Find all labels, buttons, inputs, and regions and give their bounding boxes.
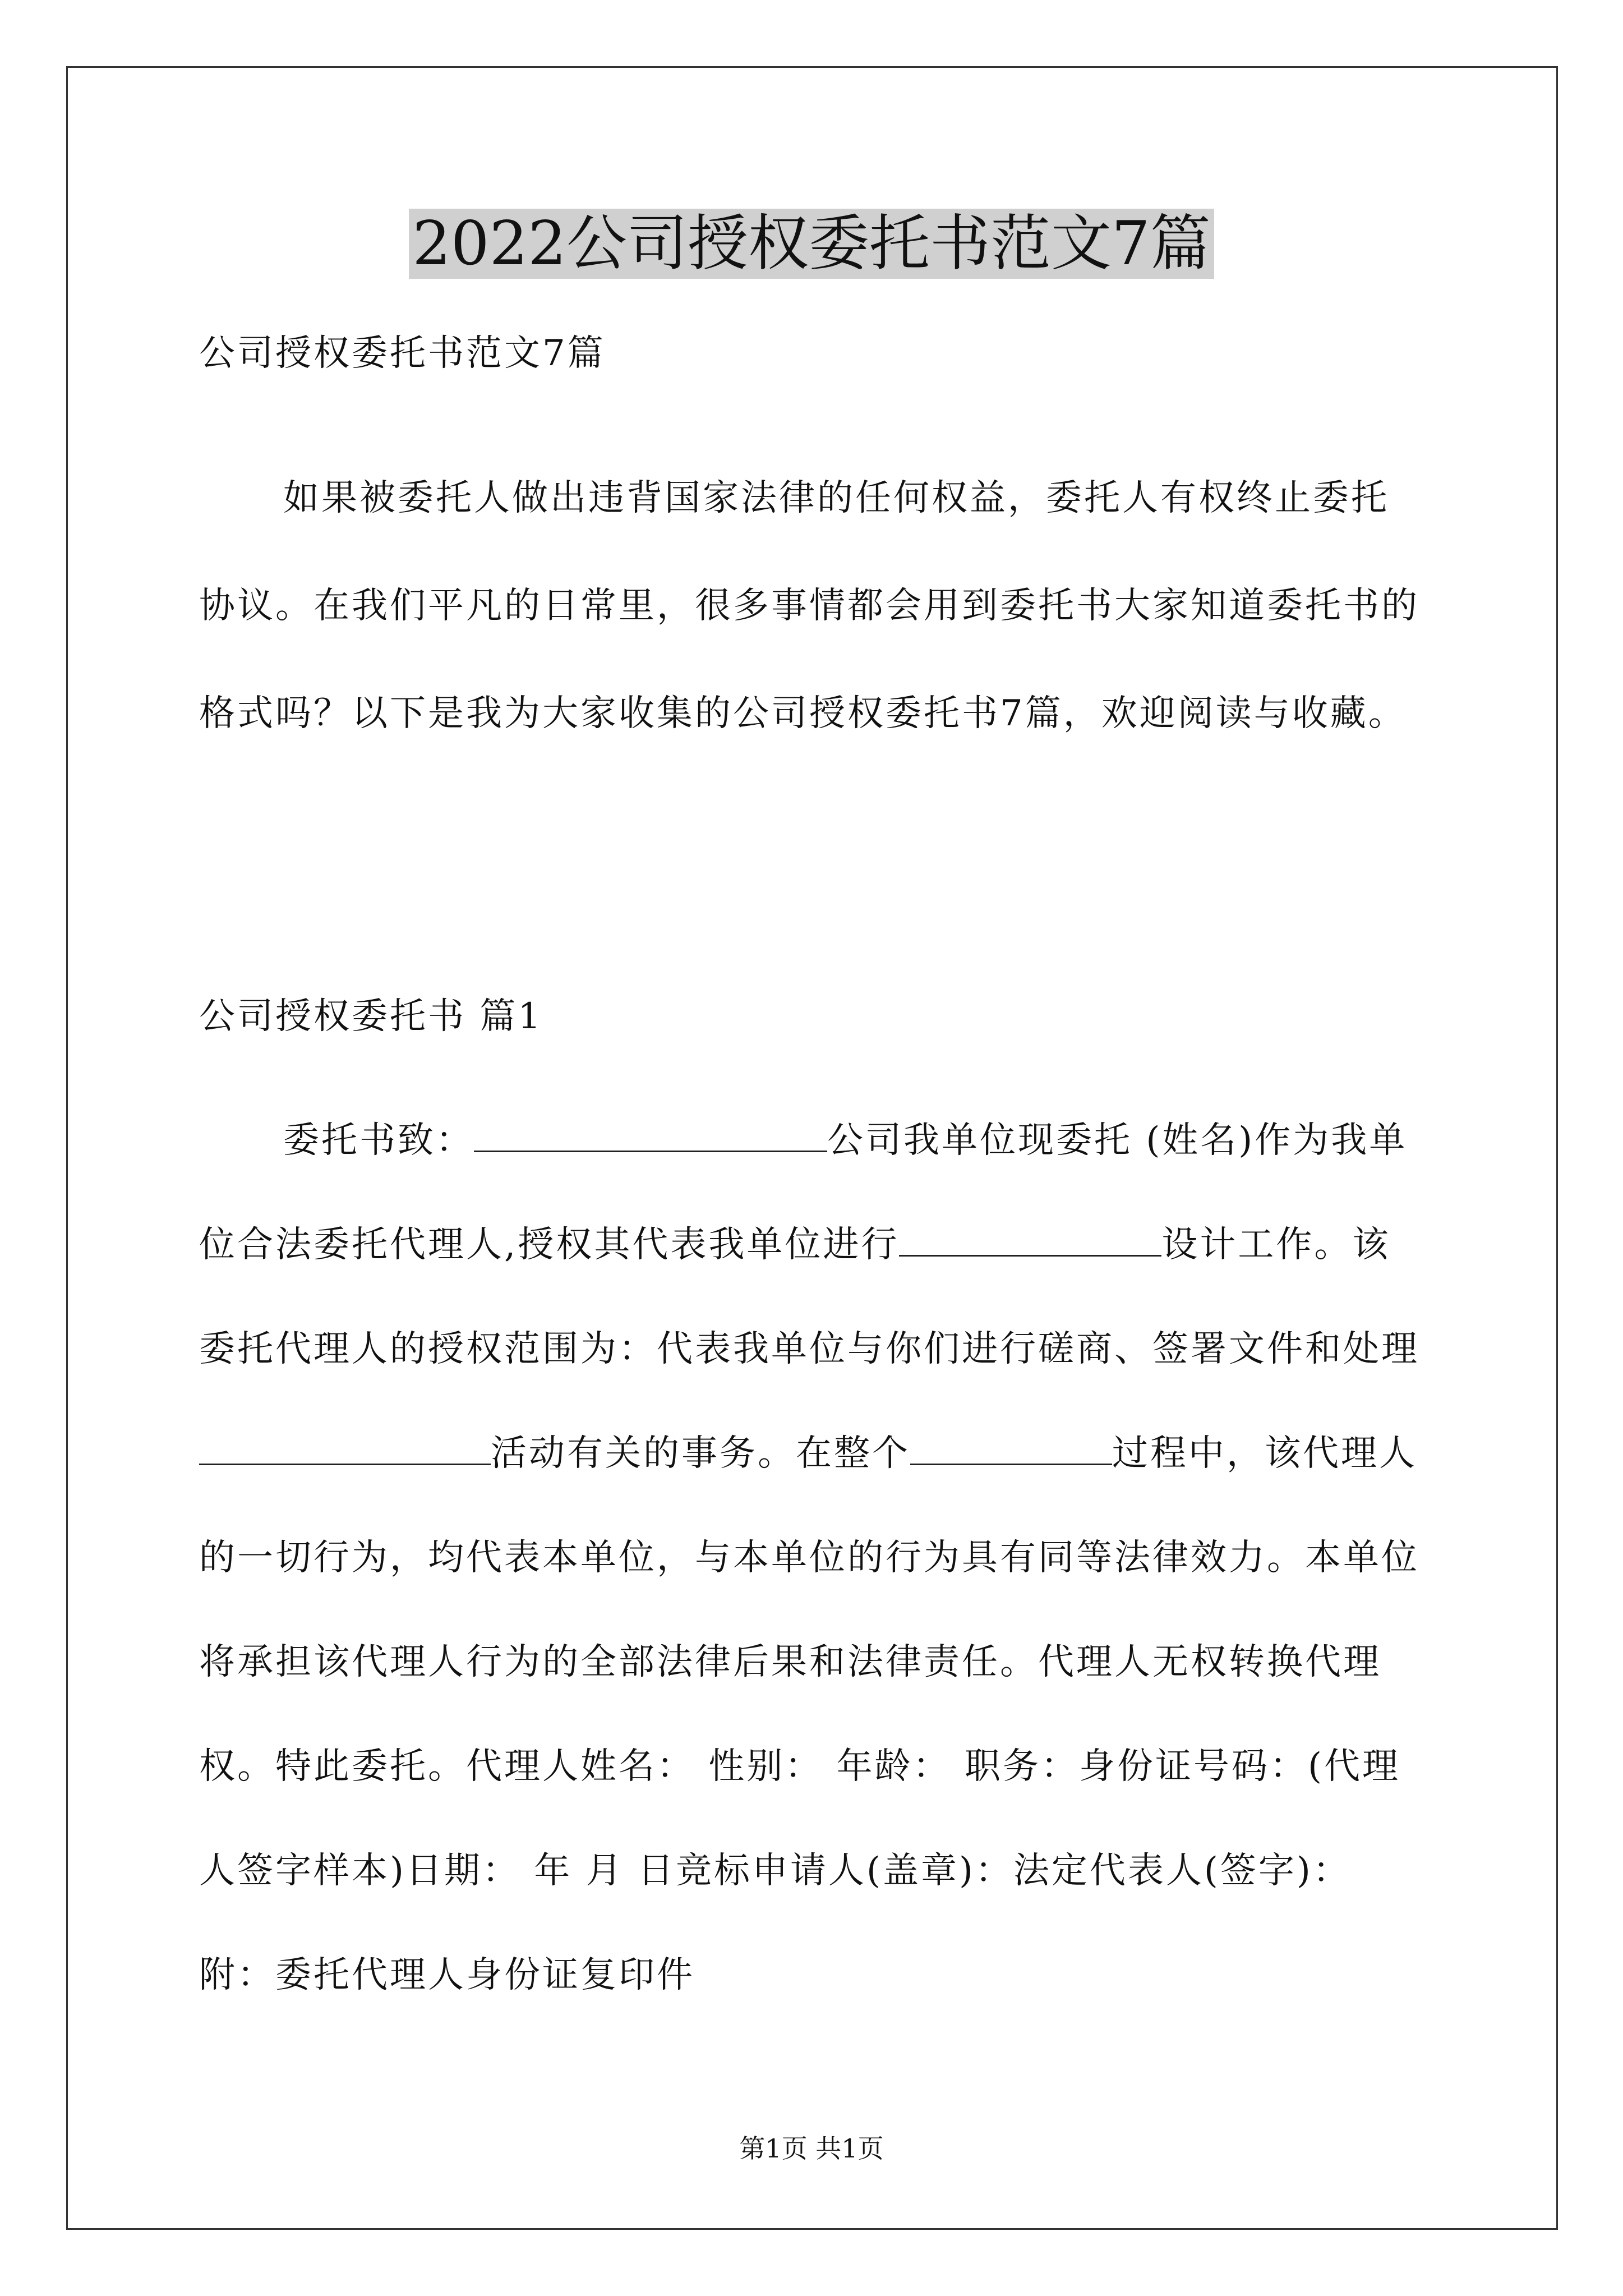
- document-subtitle: 公司授权委托书范文7篇: [199, 333, 606, 374]
- intro-text: 如果被委托人做出违背国家法律的任何权益，委托人有权终止委托协议。在我们平凡的日常里，很多事情都会用到委托书大家知道委托书的格式吗？以下是我为大家收集的公司授权委托书7篇，欢迎阅读与收藏。: [199, 477, 1419, 734]
- body-text-part-4: 活动有关的事务。在整个: [491, 1433, 910, 1474]
- body-text-part-5: 过程中，该代理人的一切行为，均代表本单位，与本单位的行为具有同等法律效力。本单位将承担该代理人行为的全部法律后果和法律责任。代理人无权转换代理权。特此委托。代理人姓名： 性别： 年龄： 职务：身份证号码：(代理人签字样本)日期： 年 月 日竞标申请人(盖章)：法定代表人(签字)：附：委托代理人身份证复印件: [199, 1433, 1419, 1996]
- body-text-part-3: 设计工作。该委托代理人的授权范围为：代表我单位与你们进行磋商、签署文件和处理: [199, 1224, 1419, 1370]
- body-text-part-2: 公司我单位现委托 (姓名)作为我单位合法委托代理人,授权其代表我单位进行: [199, 1120, 1408, 1266]
- blank-activity-line: [199, 1432, 491, 1465]
- blank-project-line: [899, 1223, 1161, 1257]
- section-heading: 公司授权委托书 篇1: [199, 996, 543, 1037]
- page-footer: 第1页 共1页: [739, 2133, 884, 2164]
- blank-company-line: [474, 1119, 827, 1152]
- blank-process-line: [910, 1432, 1112, 1465]
- body-text: [199, 1088, 1424, 2027]
- document-title-text: 2022公司授权委托书范文7篇: [409, 209, 1214, 279]
- intro-paragraph: [199, 444, 1424, 767]
- body-text-part-1: 委托书致：: [283, 1120, 474, 1161]
- document-title: [0, 202, 1623, 286]
- body-paragraph: [199, 1088, 1424, 2027]
